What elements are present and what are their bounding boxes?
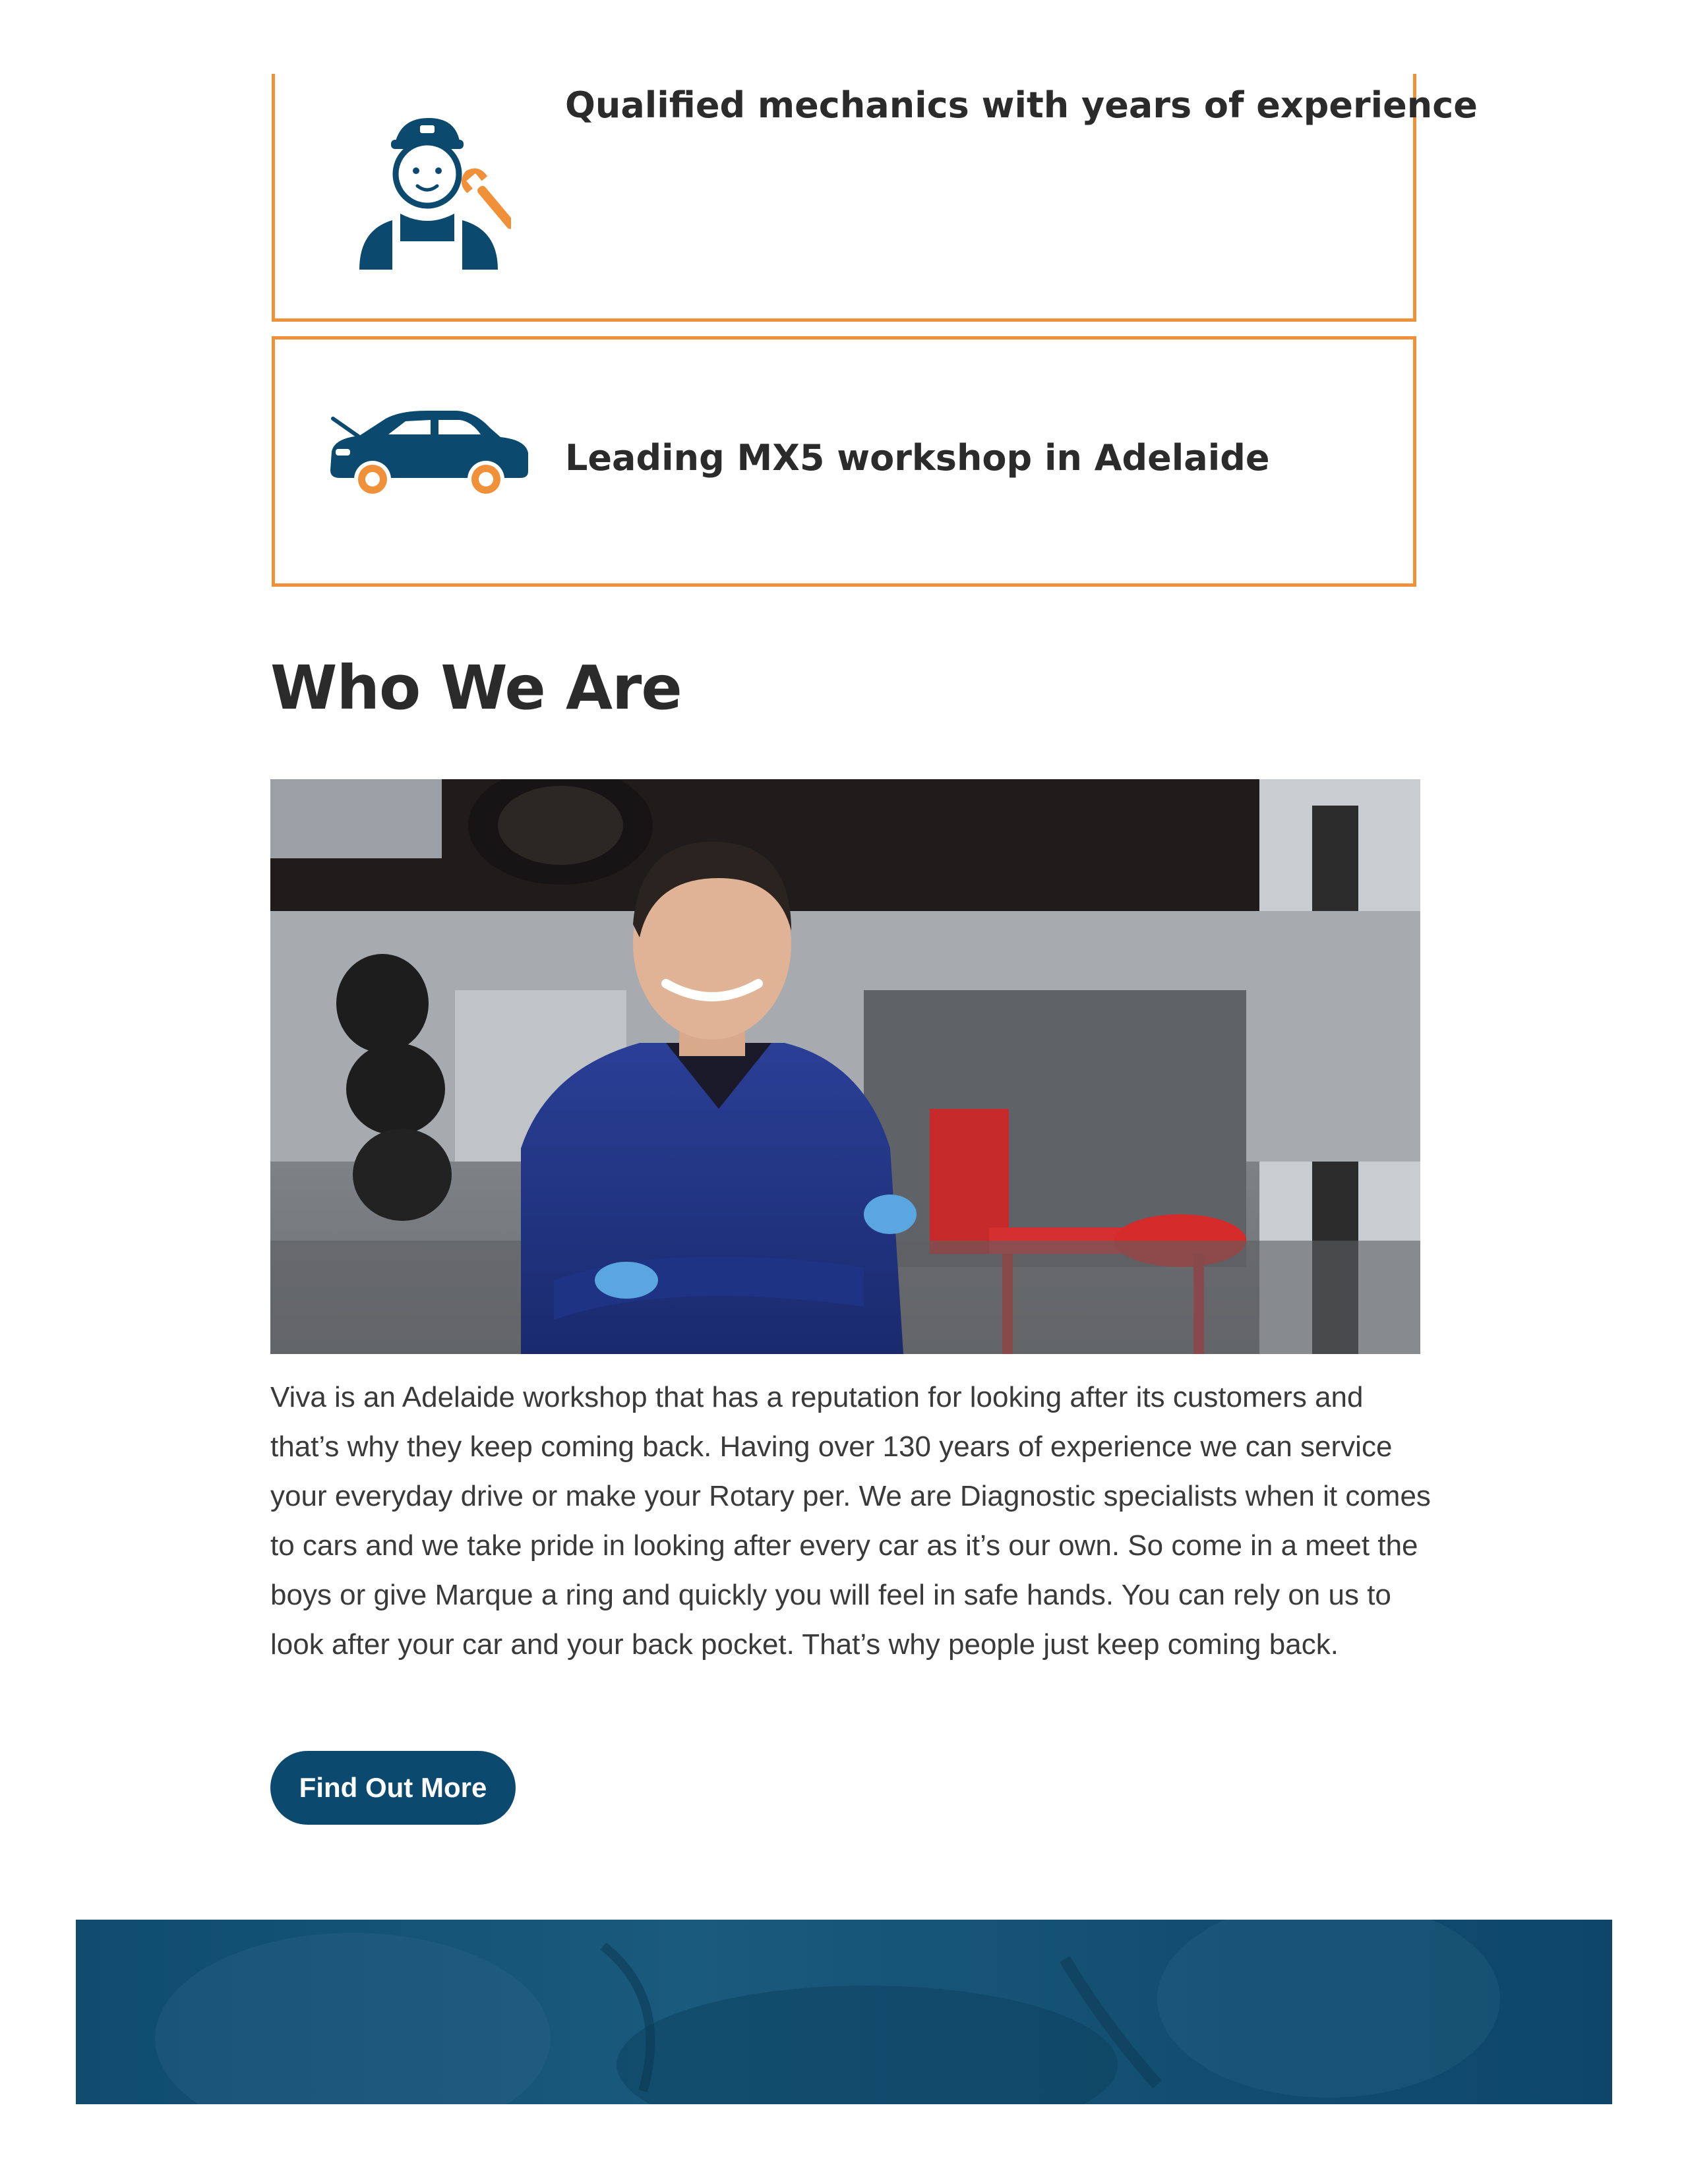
- car-icon: [328, 405, 532, 504]
- who-we-are-description: Viva is an Adelaide workshop that has a reputation for looking after its customers and that’s why they keep coming back. Having over 130 years of experience we can service your everyday drive or make your Rotary per. We are Diagnostic specialists when it comes to cars and we take pride in looking after every car as it’s our own. So come in a meet the boys or give Marque a ring and quickly you will feel in safe hands. You can rely on us to look after your car and your back pocket. That’s why people just keep coming back.: [270, 1381, 1431, 1661]
- feature-text-mechanics: Qualified mechanics with years of experience: [565, 84, 1478, 126]
- find-out-more-button[interactable]: Find Out More: [270, 1751, 516, 1825]
- mechanic-icon: [346, 115, 511, 273]
- feature-text-workshop: Leading MX5 workshop in Adelaide: [565, 437, 1270, 479]
- banner-background-image: [76, 1920, 1612, 2104]
- mechanic-in-workshop-photo: [270, 779, 1420, 1354]
- feature-card-workshop: [272, 336, 1416, 587]
- feature-card-mechanics: [272, 74, 1478, 322]
- section-title-who-we-are: Who We Are: [270, 653, 682, 723]
- bottom-banner: [76, 1920, 1612, 2104]
